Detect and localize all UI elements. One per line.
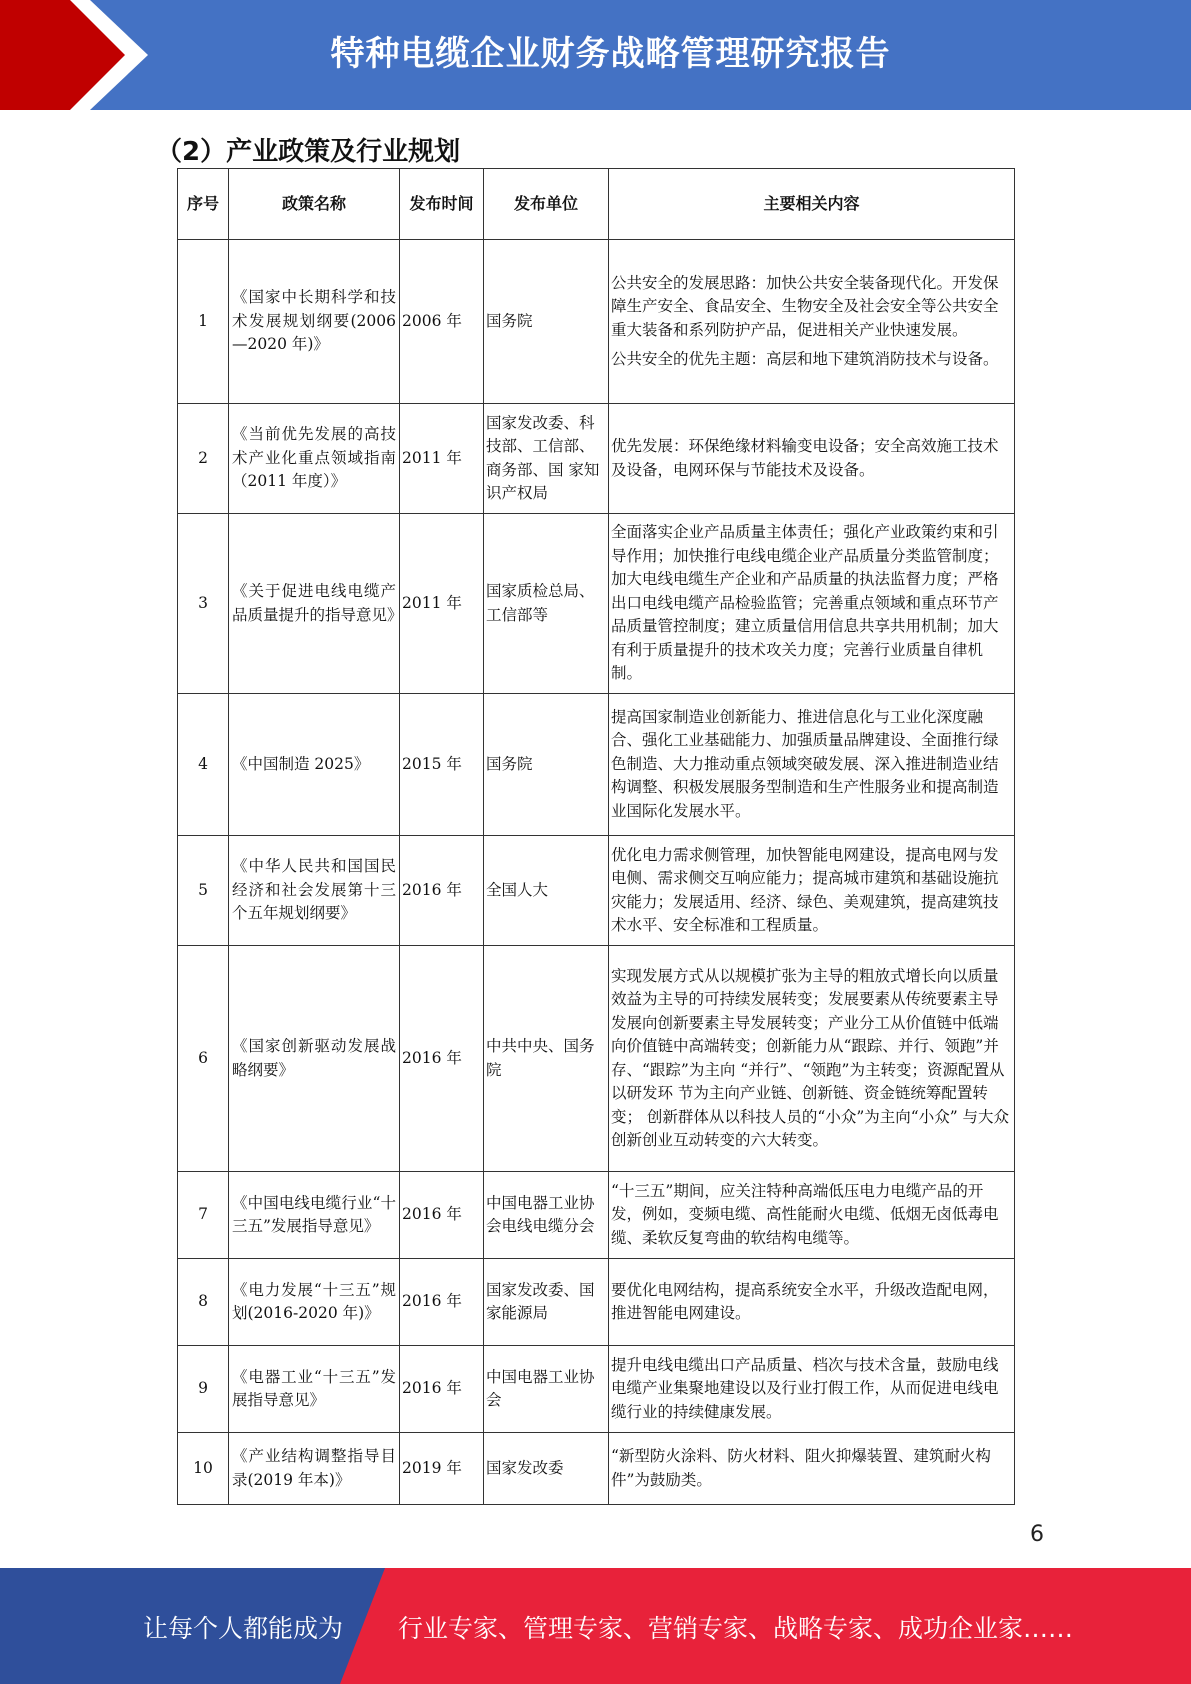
cell-content	[609, 514, 1015, 694]
table-row	[178, 1259, 1015, 1346]
cell-no: 6	[178, 946, 229, 1172]
cell-date: 2006 年	[400, 240, 484, 404]
policy-table	[177, 168, 1015, 1505]
cell-date: 2019 年	[400, 1433, 484, 1505]
table-row	[178, 946, 1015, 1172]
cell-no: 2	[178, 404, 229, 514]
table-header-row	[178, 169, 1015, 240]
cell-no: 4	[178, 694, 229, 836]
cell-no: 5	[178, 836, 229, 946]
cell-issuer: 国家发改委	[484, 1433, 609, 1505]
cell-content	[609, 946, 1015, 1172]
cell-no: 10	[178, 1433, 229, 1505]
cell-policy-name: 《国家中长期科学和技术发展规划纲要(2006—2020 年)》	[229, 240, 400, 404]
table-row	[178, 404, 1015, 514]
cell-content	[609, 836, 1015, 946]
cell-date: 2011 年	[400, 514, 484, 694]
content-paragraph: “十三五”期间，应关注特种高端低压电力电缆产品的开发，例如，变频电缆、高性能耐火电缆、低烟无卤低毒电缆、柔软反复弯曲的软结构电缆等。	[611, 1181, 999, 1247]
cell-date: 2015 年	[400, 694, 484, 836]
cell-policy-name: 《电器工业“十三五”发展指导意见》	[229, 1346, 400, 1433]
cell-issuer: 全国人大	[484, 836, 609, 946]
table-row	[178, 514, 1015, 694]
cell-no: 8	[178, 1259, 229, 1346]
cell-policy-name: 《中国制造 2025》	[229, 694, 400, 836]
cell-policy-name: 《中华人民共和国国民经济和社会发展第十三个五年规划纲要》	[229, 836, 400, 946]
page-footer	[0, 1568, 1191, 1684]
table-row	[178, 1433, 1015, 1505]
column-header-issuer: 发布单位	[484, 169, 609, 240]
content-paragraph: 公共安全的优先主题：高层和地下建筑消防技术与设备。	[611, 350, 999, 368]
content-paragraph: 实现发展方式从以规模扩张为主导的粗放式增长向以质量效益为主导的可持续发展转变；发展要素从传统要素主导发展向创新要素主导发展转变；产业分工从价值链中低端向价值链中高端转变；创新能力从“跟踪、并行、领跑”并存、“跟踪”为主向 “并行”、“领跑”为主转变；资源配置从以研发环 节为主向产业链、创新链、资金链统筹配置转变； 创新群体从以科技人员的“小众”为主向“小众” 与大众创新创业互动转变的六大转变。	[611, 966, 1010, 1149]
cell-policy-name: 《当前优先发展的高技术产业化重点领域指南（2011 年度）》	[229, 404, 400, 514]
content-paragraph: 优先发展：环保绝缘材料输变电设备；安全高效施工技术及设备，电网环保与节能技术及设备。	[611, 437, 999, 479]
cell-date: 2016 年	[400, 1259, 484, 1346]
cell-issuer: 中共中央、国务院	[484, 946, 609, 1172]
content-paragraph: 公共安全的发展思路：加快公共安全装备现代化。开发保障生产安全、食品安全、生物安全及社会安全等公共安全重大装备和系列防护产品，促进相关产业快速发展。	[611, 273, 999, 339]
content-paragraph: 要优化电网结构，提高系统安全水平，升级改造配电网，推进智能电网建设。	[611, 1280, 999, 1322]
cell-policy-name: 《关于促进电线电缆产品质量提升的指导意见》	[229, 514, 400, 694]
cell-policy-name: 《电力发展“十三五”规划(2016-2020 年)》	[229, 1259, 400, 1346]
content-paragraph: 优化电力需求侧管理，加快智能电网建设，提高电网与发电侧、需求侧交互响应能力；提高城市建筑和基础设施抗灾能力；发展适用、经济、绿色、美观建筑，提高建筑技术水平、安全标准和工程质量。	[611, 845, 999, 934]
cell-no: 7	[178, 1172, 229, 1259]
table-row	[178, 694, 1015, 836]
cell-issuer: 国务院	[484, 694, 609, 836]
cell-policy-name: 《中国电线电缆行业“十三五”发展指导意见》	[229, 1172, 400, 1259]
cell-no: 3	[178, 514, 229, 694]
cell-content	[609, 404, 1015, 514]
cell-content	[609, 1433, 1015, 1505]
cell-policy-name: 《产业结构调整指导目录(2019 年本)》	[229, 1433, 400, 1505]
cell-content	[609, 1346, 1015, 1433]
cell-issuer: 中国电器工业协会	[484, 1346, 609, 1433]
cell-issuer: 国务院	[484, 240, 609, 404]
cell-issuer: 国家质检总局、工信部等	[484, 514, 609, 694]
cell-date: 2016 年	[400, 1172, 484, 1259]
table-row	[178, 836, 1015, 946]
table-row	[178, 1346, 1015, 1433]
page-number: 6	[1030, 1522, 1044, 1547]
content-paragraph: 提高国家制造业创新能力、推进信息化与工业化深度融合、强化工业基础能力、加强质量品牌建设、全面推行绿色制造、大力推动重点领域突破发展、深入推进制造业结构调整、积极发展服务型制造和生产性服务业和提高制造业国际化发展水平。	[611, 707, 999, 820]
column-header-name: 政策名称	[229, 169, 400, 240]
cell-issuer: 国家发改委、科技部、工信部、商务部、国 家知识产权局	[484, 404, 609, 514]
content-paragraph: 全面落实企业产品质量主体责任；强化产业政策约束和引导作用；加快推行电线电缆企业产品质量分类监管制度；加大电线电缆生产企业和产品质量的执法监督力度；严格出口电线电缆产品检验监管；完善重点领域和重点环节产品质量管控制度；建立质量信用信息共享共用机制；加大有利于质量提升的技术攻关力度；完善行业质量自律机制。	[611, 523, 999, 683]
cell-policy-name: 《国家创新驱动发展战略纲要》	[229, 946, 400, 1172]
section-heading: （2）产业政策及行业规划	[156, 137, 461, 167]
table-row	[178, 240, 1015, 404]
table-row	[178, 1172, 1015, 1259]
cell-content	[609, 1259, 1015, 1346]
cell-content	[609, 694, 1015, 836]
footer-slogan-right: 行业专家、管理专家、营销专家、战略专家、成功企业家……	[398, 1614, 1074, 1643]
page-header	[0, 0, 1191, 110]
content-paragraph: “新型防火涂料、防火材料、阻火抑爆装置、建筑耐火构件”为鼓励类。	[611, 1447, 991, 1489]
column-header-content: 主要相关内容	[609, 169, 1015, 240]
footer-slogan-left: 让每个人都能成为	[143, 1614, 344, 1643]
cell-no: 9	[178, 1346, 229, 1433]
cell-date: 2016 年	[400, 1346, 484, 1433]
cell-date: 2016 年	[400, 946, 484, 1172]
cell-no: 1	[178, 240, 229, 404]
content-paragraph: 提升电线电缆出口产品质量、档次与技术含量，鼓励电线电缆产业集聚地建设以及行业打假工作，从而促进电线电缆行业的持续健康发展。	[611, 1355, 999, 1421]
cell-date: 2016 年	[400, 836, 484, 946]
cell-issuer: 国家发改委、国家能源局	[484, 1259, 609, 1346]
cell-issuer: 中国电器工业协会电线电缆分会	[484, 1172, 609, 1259]
column-header-date: 发布时间	[400, 169, 484, 240]
column-header-no: 序号	[178, 169, 229, 240]
cell-content	[609, 240, 1015, 404]
report-title: 特种电缆企业财务战略管理研究报告	[330, 34, 891, 74]
cell-content	[609, 1172, 1015, 1259]
cell-date: 2011 年	[400, 404, 484, 514]
